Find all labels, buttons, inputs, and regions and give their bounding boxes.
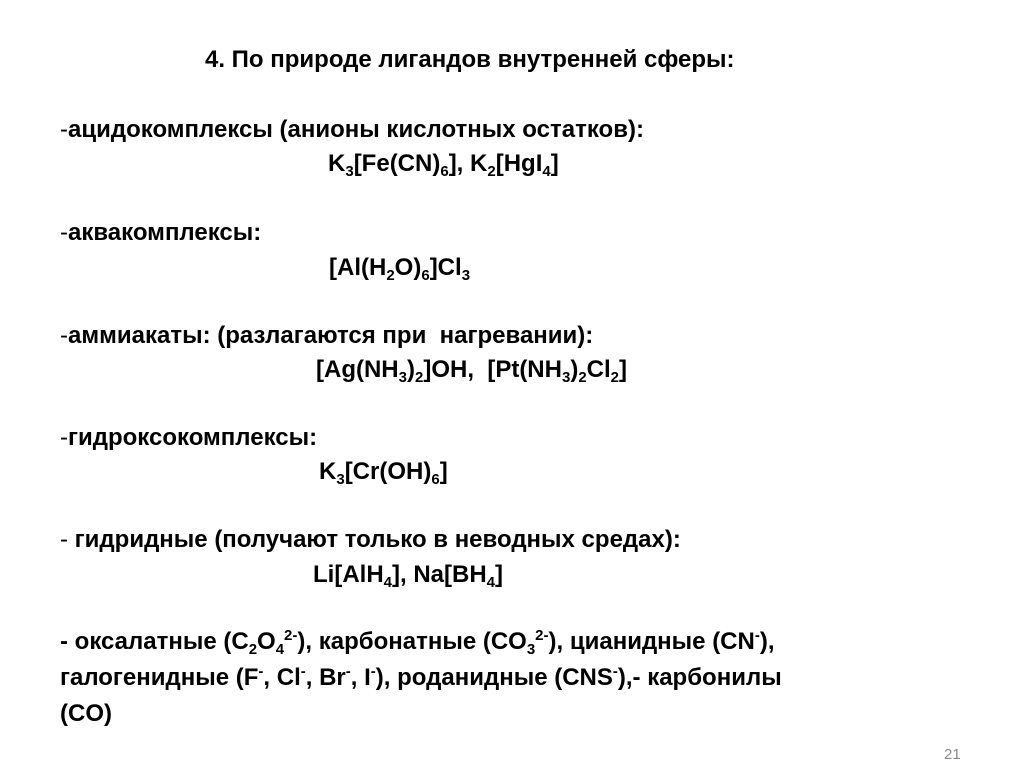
label-text: аммиакаты: (разлагаются при нагревании): <box>68 322 594 349</box>
ammine-label <box>60 322 593 350</box>
subscript: 2 <box>414 369 424 386</box>
dash: - <box>60 322 68 349</box>
superscript: 2- <box>535 627 549 644</box>
formula-part: K <box>319 458 337 485</box>
subscript: 3 <box>345 163 354 180</box>
subscript: 4 <box>275 641 285 658</box>
label-text: ацидокомплексы (анионы кислотных остатков): <box>68 116 644 143</box>
superscript: - <box>345 663 351 680</box>
formula-part: K <box>470 150 488 177</box>
formula-part: Li[AlH <box>313 561 384 588</box>
text-part: галогенидные (F <box>60 664 259 691</box>
dash: - <box>60 424 68 451</box>
formula-part: ) <box>406 356 415 383</box>
formula-part: [HgI <box>495 150 543 177</box>
subscript: 3 <box>336 471 345 488</box>
dash: - <box>60 219 68 246</box>
hydride-formula <box>313 561 503 589</box>
page-number: 21 <box>944 746 961 763</box>
hydride-label <box>60 526 681 554</box>
acido-formula <box>328 150 559 178</box>
formula-part: [Cr(OH) <box>344 458 432 485</box>
subscript: 6 <box>440 163 449 180</box>
text-part: O <box>257 628 276 655</box>
formula-part: ] <box>619 356 628 383</box>
formula-part: [Ag(NH <box>316 356 399 383</box>
subscript: 4 <box>383 574 392 591</box>
formula-part: Cl <box>586 356 611 383</box>
label-text: гидроксокомплексы: <box>68 424 318 451</box>
others-line-3 <box>60 700 112 728</box>
subscript: 2 <box>386 267 395 284</box>
ammine-formula <box>316 356 627 384</box>
subscript: 2 <box>578 369 587 386</box>
superscript: - <box>258 663 264 680</box>
text-part: - оксалатные (C <box>60 628 249 655</box>
text-part: , I <box>350 664 371 691</box>
formula-part: ]OH, [Pt(NH <box>423 356 562 383</box>
subscript: 4 <box>486 574 496 591</box>
formula-part: ] <box>495 561 504 588</box>
text-part: , Br <box>305 664 346 691</box>
formula-part: [Fe(CN) <box>353 150 441 177</box>
dash: - <box>60 116 68 143</box>
text-part: ), цианидные (CN <box>548 628 755 655</box>
formula-part: ], <box>448 150 471 177</box>
aqua-label <box>60 219 261 247</box>
subscript: 3 <box>526 641 536 658</box>
hydroxo-label <box>60 424 317 452</box>
text-part: (CO) <box>60 700 112 727</box>
formula-part: O) <box>394 254 422 281</box>
subscript: 2 <box>610 369 620 386</box>
label-text: гидридные (получают только в неводных средах): <box>74 526 681 553</box>
formula-part: ]Cl <box>429 254 462 281</box>
heading-text: 4. По природе лигандов внутренней сферы: <box>205 46 735 73</box>
subscript: 6 <box>421 267 430 284</box>
superscript: - <box>370 663 376 680</box>
superscript: - <box>612 663 618 680</box>
subscript: 6 <box>431 471 440 488</box>
others-line-2 <box>60 664 782 692</box>
dash: - <box>60 526 75 553</box>
subscript: 4 <box>542 163 551 180</box>
superscript: 2- <box>284 627 298 644</box>
formula-part: [Al(H <box>329 254 387 281</box>
subscript: 3 <box>398 369 407 386</box>
label-text: аквакомплексы: <box>68 219 262 246</box>
text-part: ), карбонатные (CO <box>297 628 527 655</box>
formula-part: ] <box>439 458 448 485</box>
text-part: , Cl <box>263 664 301 691</box>
subscript: 2 <box>248 641 258 658</box>
subscript: 3 <box>461 267 471 284</box>
formula-part: K <box>328 150 346 177</box>
formula-part: ], Na[BH <box>392 561 487 588</box>
text-part: ),- карбонилы <box>617 664 782 691</box>
hydroxo-formula <box>319 458 448 486</box>
text-part: ), <box>759 628 775 655</box>
superscript: - <box>754 627 760 644</box>
slide-heading <box>205 46 735 74</box>
subscript: 2 <box>487 163 496 180</box>
subscript: 3 <box>561 369 571 386</box>
text-part: ), роданидные (CNS <box>375 664 613 691</box>
aqua-formula <box>329 254 470 282</box>
formula-part: ] <box>550 150 559 177</box>
acido-label <box>60 116 644 144</box>
others-line-1 <box>60 628 775 656</box>
formula-part: ) <box>570 356 579 383</box>
superscript: - <box>300 663 306 680</box>
